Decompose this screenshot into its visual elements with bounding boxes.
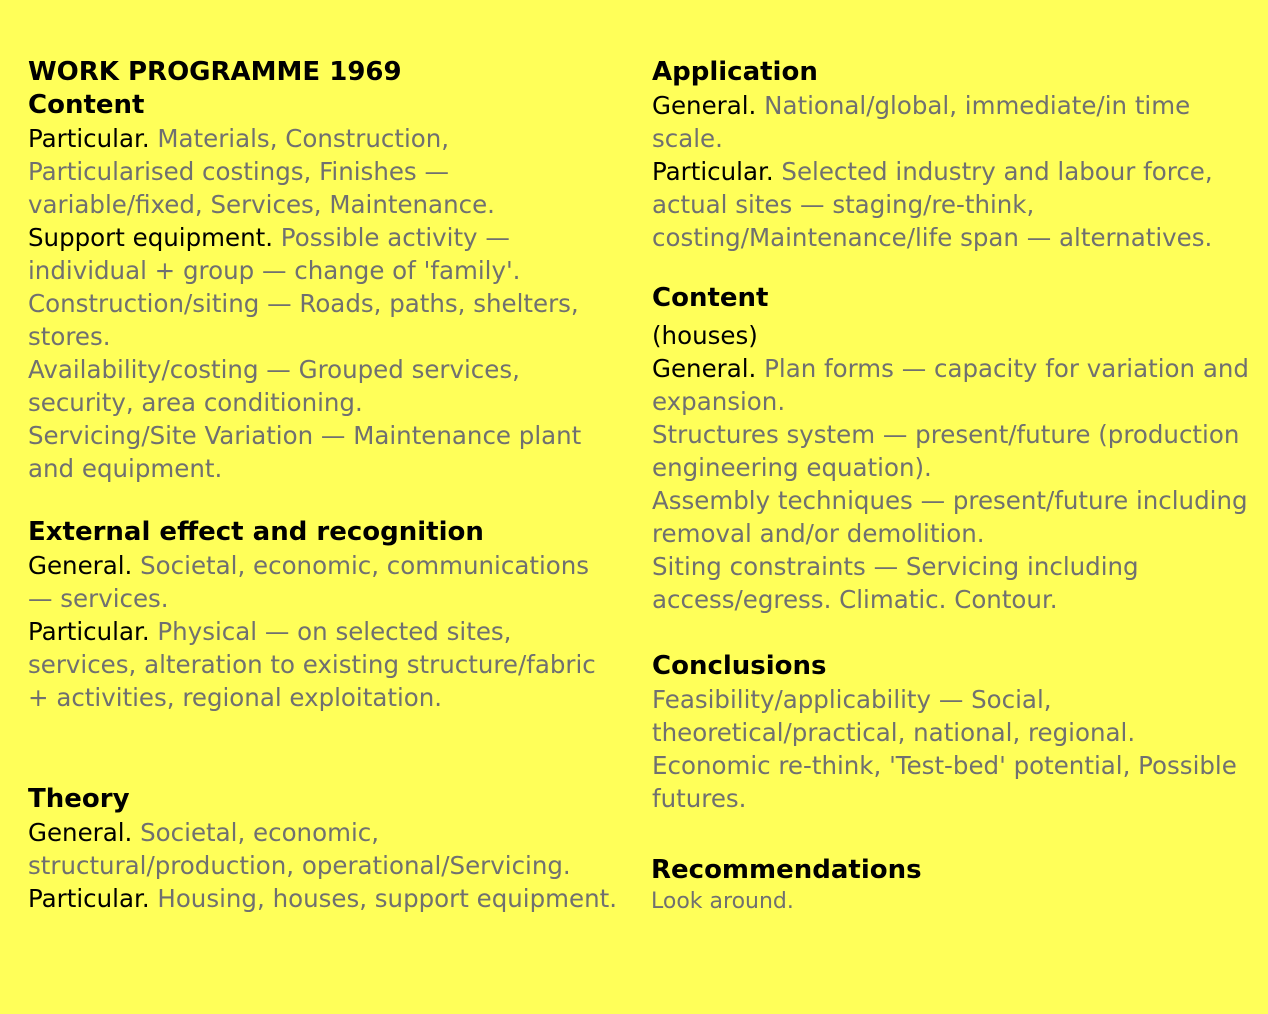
paragraph-lead: General. — [652, 354, 757, 383]
paragraph — [28, 221, 618, 287]
paragraph — [28, 353, 618, 419]
paragraph-lead: Particular. — [652, 157, 774, 186]
paragraph-text: Plan forms — capacity for variation and expansion. — [652, 354, 1249, 416]
paragraph-text: Structures system — present/future (production engineering equation). — [652, 420, 1240, 482]
section-heading-content: Content — [28, 90, 145, 120]
paragraph — [652, 484, 1252, 550]
paragraph-text: Possible activity — individual + group — change of 'family'. — [28, 223, 521, 285]
section-content-body — [28, 122, 618, 485]
paragraph — [652, 352, 1252, 418]
paragraph-lead: General. — [28, 818, 133, 847]
paragraph — [652, 749, 1252, 815]
section-heading-external: External effect and recognition — [28, 517, 484, 547]
section-heading-conclusions: Conclusions — [652, 651, 827, 681]
paragraph-lead: Particular. — [28, 124, 150, 153]
section-heading-content-right: Content — [652, 283, 769, 313]
paragraph — [652, 89, 1252, 155]
section-application — [652, 56, 1252, 254]
section-external — [28, 516, 618, 714]
paragraph-text: Societal, economic, communications — services. — [28, 551, 590, 613]
paragraph — [28, 419, 618, 485]
paragraph-text: Materials, Construction, Particularised costings, Finishes — variable/fixed, Services, Maintenance. — [28, 124, 495, 219]
paragraph — [28, 615, 618, 714]
section-heading-theory: Theory — [28, 784, 130, 814]
paragraph-text: National/global, immediate/in time scale. — [652, 91, 1191, 153]
paragraph — [28, 287, 618, 353]
section-content-houses — [652, 282, 1252, 616]
paragraph — [28, 816, 618, 882]
paragraph-text: Availability/costing — Grouped services, security, area conditioning. — [28, 355, 520, 417]
paragraph-lead: General. — [28, 551, 133, 580]
paragraph-text: Assembly techniques — present/future including removal and/or demolition. — [652, 486, 1248, 548]
paragraph-lead: Particular. — [28, 884, 150, 913]
paragraph — [652, 418, 1252, 484]
paragraph — [652, 550, 1252, 616]
section-recommendations — [651, 854, 1251, 917]
paragraph-lead: Support equipment. — [28, 223, 274, 252]
paragraph-text: Physical — on selected sites, services, alteration to existing structure/fabric + activities, regional exploitation. — [28, 617, 596, 712]
paragraph-text: Siting constraints — Servicing including access/egress. Climatic. Contour. — [652, 552, 1139, 614]
paragraph-lead: Particular. — [28, 617, 150, 646]
paragraph — [652, 155, 1252, 254]
left-column — [28, 56, 618, 485]
paragraph — [28, 549, 618, 615]
section-heading-recommendations: Recommendations — [651, 855, 922, 885]
paragraph-text: Construction/siting — Roads, paths, shelters, stores. — [28, 289, 579, 351]
paragraph-text: Selected industry and labour force, actual sites — staging/re-think, costing/Maintenance/life span — alternatives. — [652, 157, 1213, 252]
section-subheading: (houses) — [652, 321, 758, 350]
section-conclusions — [652, 650, 1252, 815]
paragraph-text: Feasibility/applicability — Social, theoretical/practical, national, regional. — [652, 685, 1136, 747]
paragraph-text: Servicing/Site Variation — Maintenance plant and equipment. — [28, 421, 582, 483]
paragraph — [28, 122, 618, 221]
paragraph-text: Economic re-think, 'Test-bed' potential, Possible futures. — [652, 751, 1237, 813]
section-theory — [28, 783, 618, 915]
recommendations-text: Look around. — [651, 889, 794, 914]
paragraph — [28, 882, 618, 915]
paragraph — [652, 683, 1252, 749]
paragraph-text: Housing, houses, support equipment. — [149, 884, 618, 913]
document-title: WORK PROGRAMME 1969 — [28, 57, 402, 87]
paragraph-text: Societal, economic, structural/production, operational/Servicing. — [28, 818, 571, 880]
section-heading-application: Application — [652, 57, 818, 87]
paragraph-lead: General. — [652, 91, 757, 120]
